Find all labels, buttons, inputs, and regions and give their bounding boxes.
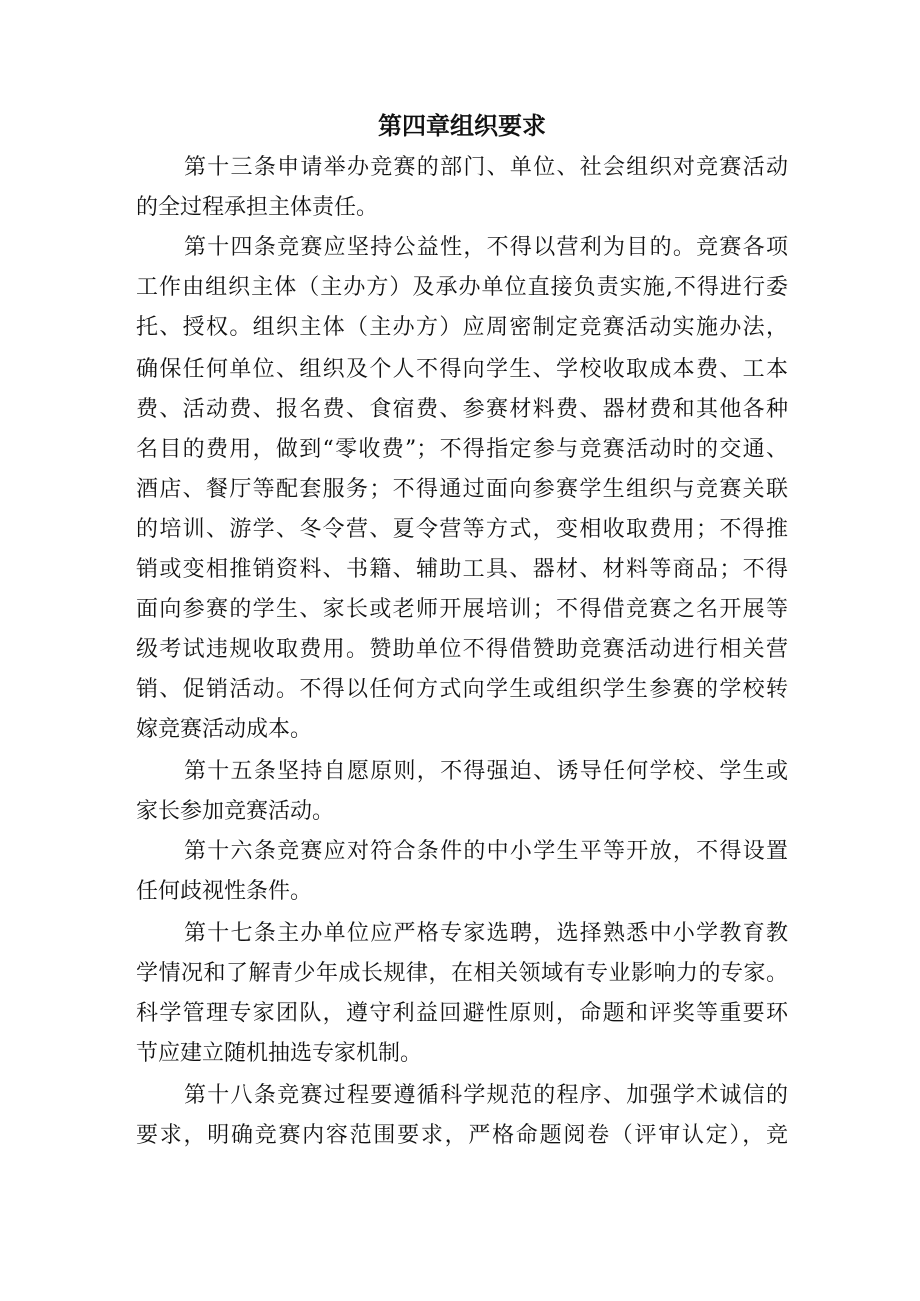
article-18-line-1: 第十八条竞赛过程要遵循科学规范的程序、加强学术诚信的: [184, 1083, 788, 1108]
article-14-line-6: 名目的费用，做到“零收费”；不得指定参与竞赛活动时的交通、: [136, 437, 788, 462]
article-15-line-1: 第十五条坚持自愿原则，不得强迫、诱导任何学校、学生或: [184, 759, 788, 784]
article-14-line-9: 销或变相推销资料、书籍、辅助工具、器材、材料等商品；不得: [136, 557, 788, 582]
article-14-line-3: 托、授权。组织主体（主办方）应周密制定竞赛活动实施办法，: [136, 315, 788, 340]
article-14-line-12: 销、促销活动。不得以任何方式向学生或组织学生参赛的学校转: [136, 677, 788, 702]
article-17-line-4: 节应建立随机抽选专家机制。: [136, 1041, 423, 1066]
article-16-line-1: 第十六条竞赛应对符合条件的中小学生平等开放，不得设置: [184, 839, 788, 864]
article-17-line-1: 第十七条主办单位应严格专家选聘，选择熟悉中小学教育教: [184, 921, 788, 946]
article-14-line-1: 第十四条竞赛应坚持公益性，不得以营利为目的。竞赛各项: [184, 235, 788, 260]
article-13-line-1: 第十三条申请举办竞赛的部门、单位、社会组织对竞赛活动: [184, 155, 788, 180]
article-14-line-10: 面向参赛的学生、家长或老师开展培训；不得借竞赛之名开展等: [136, 597, 788, 622]
article-18-line-2: 要求，明确竞赛内容范围要求，严格命题阅卷（评审认定），竞: [136, 1123, 788, 1148]
article-14-line-11: 级考试违规收取费用。赞助单位不得借赞助竞赛活动进行相关营: [136, 637, 788, 662]
article-17-line-2: 学情况和了解青少年成长规律，在相关领域有专业影响力的专家。: [136, 961, 788, 986]
article-13-line-2: 的全过程承担主体责任。: [136, 195, 379, 220]
article-16-line-2: 任何歧视性条件。: [136, 879, 313, 904]
article-17-line-3: 科学管理专家团队，遵守利益回避性原则，命题和评奖等重要环: [136, 1001, 788, 1026]
article-15-line-2: 家长参加竞赛活动。: [136, 799, 335, 824]
article-14-line-2: 工作由组织主体（主办方）及承办单位直接负责实施,不得进行委: [136, 275, 788, 300]
article-14-line-13: 嫁竞赛活动成本。: [136, 717, 313, 742]
chapter-title: 第四章组织要求: [378, 112, 546, 140]
article-14-line-4: 确保任何单位、组织及个人不得向学生、学校收取成本费、工本: [136, 357, 788, 382]
article-14-line-7: 酒店、餐厅等配套服务；不得通过面向参赛学生组织与竞赛关联: [136, 477, 788, 502]
article-14-line-8: 的培训、游学、冬令营、夏令营等方式，变相收取费用；不得推: [136, 517, 788, 542]
article-14-line-5: 费、活动费、报名费、食宿费、参赛材料费、器材费和其他各种: [136, 397, 788, 422]
